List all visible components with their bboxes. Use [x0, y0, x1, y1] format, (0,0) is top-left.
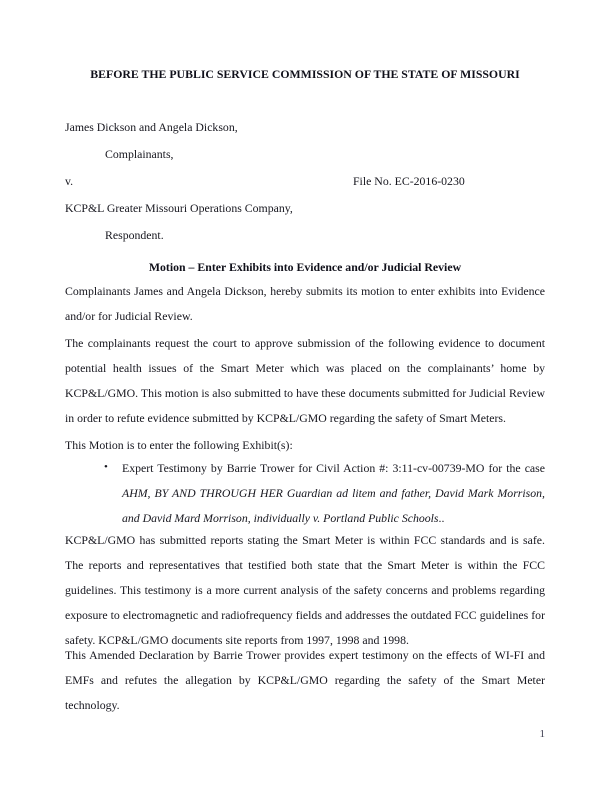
exhibit-trailing-text: ..	[438, 511, 445, 525]
paragraph-amended-declaration: This Amended Declaration by Barrie Trower provides expert testimony on the effects of WI-FI and EMFs and refutes the allegation by KCP&L/GMO regarding the safety of the Smart Meter technology.	[65, 648, 545, 712]
exhibit-list-item	[65, 456, 545, 531]
respondent-name: KCP&L Greater Missouri Operations Company,	[65, 201, 293, 215]
versus-abbrev: v.	[65, 174, 74, 188]
file-number: File No. EC-2016-0230	[353, 174, 465, 188]
paragraph-exhibits-intro: This Motion is to enter the following Exhibit(s):	[65, 438, 293, 452]
bullet-icon: •	[104, 461, 108, 473]
case-caption	[65, 114, 545, 249]
page-number: 1	[539, 728, 545, 740]
motion-title: Motion – Enter Exhibits into Evidence and/or Judicial Review	[148, 260, 462, 274]
complainants-names: James Dickson and Angela Dickson,	[65, 120, 238, 134]
exhibit-case-name: AHM, BY AND THROUGH HER Guardian ad litem and father, David Mark Morrison, and David Mard Morrison, individually v. Portland Public Schools	[122, 486, 545, 525]
court-header-title: BEFORE THE PUBLIC SERVICE COMMISSION OF THE STATE OF MISSOURI	[90, 67, 520, 81]
paragraph-motion-intro: Complainants James and Angela Dickson, hereby submits its motion to enter exhibits into Evidence and/or for Judicial Review.	[65, 284, 545, 323]
respondent-role: Respondent.	[105, 228, 164, 242]
paragraph-fcc-reports: KCP&L/GMO has submitted reports stating the Smart Meter is within FCC standards and is safe. The reports and representatives that testified both state that the Smart Meter is within the FCC guidelines. This testimony is a more current analysis of the safety concerns and problems regarding exposure to electromagnetic and radiofrequency fields and addresses the outdated FCC guidelines for safety. KCP&L/GMO documents site reports from 1997, 1998 and 1998.	[65, 533, 545, 647]
paragraph-request: The complainants request the court to approve submission of the following evidence to document potential health issues of the Smart Meter which was placed on the complainants’ home by KCP&L/GMO. This motion is also submitted to have these documents submitted for Judicial Review in order to refute evidence submitted by KCP&L/GMO regarding the safety of Smart Meters.	[65, 336, 545, 425]
complainants-role: Complainants,	[105, 147, 174, 161]
exhibit-lead-text: Expert Testimony by Barrie Trower for Civil Action #: 3:11-cv-00739-MO for the case	[122, 461, 545, 475]
versus-line	[65, 168, 545, 195]
